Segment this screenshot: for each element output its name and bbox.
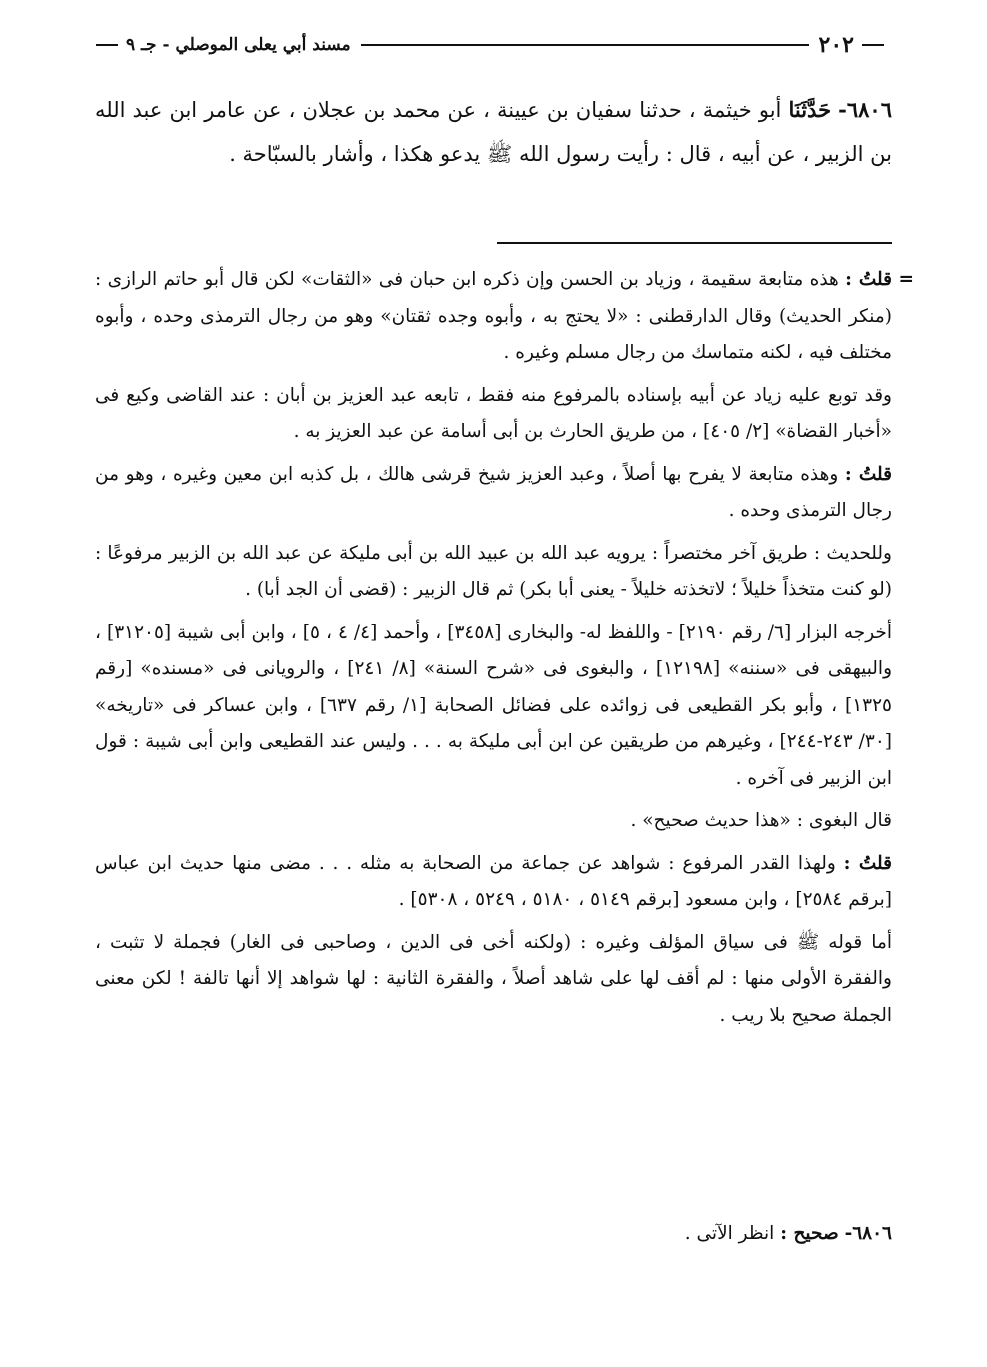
running-title: مسند أبي يعلى الموصلي - جـ ٩ [126, 35, 351, 55]
note-paragraph [95, 925, 892, 1035]
grading-line [95, 1216, 892, 1252]
hadith-text [95, 88, 892, 176]
header-rule [361, 44, 809, 46]
note-text: وقد توبع عليه زياد عن أبيه بإسناده بالمرفوع منه فقط ، تابعه عبد العزيز بن أبان : عند القاضى وكيع فى «أخبار القضاة» [٢/ ٤٠٥] ، من طريق الحارث بن أبى أسامة عن عبد العزيز به . [95, 384, 892, 442]
note-text: وهذه متابعة لا يفرح بها أصلاً ، وعبد العزيز شيخ قرشى هالك ، بل كذبه ابن معين وغيره ، وهو من رجال الترمذى وحده . [95, 463, 892, 521]
note-lead: قلتُ : [843, 852, 892, 874]
note-paragraph [95, 262, 914, 372]
note-paragraph [95, 846, 892, 919]
footer-grade: صحيح : [780, 1223, 839, 1244]
page-header [88, 30, 892, 60]
note-text: أخرجه البزار [٦/ رقم ٢١٩٠] - واللفظ له- والبخارى [٣٤٥٨] ، وأحمد [٤/ ٤ ، ٥] ، وابن أبى شيبة [٣١٢٠٥] ، والبيهقى فى «سننه» [١٢١٩٨] ، والبغوى فى «شرح السنة» [٨/ ٢٤١] ، والرويانى فى «مسنده» [رقم ١٣٢٥] ، وأبو بكر القطيعى فى زوائده على فضائل الصحابة [١/ رقم ٦٣٧] ، وابن عساكر فى «تاريخه» [٣٠/ ٢٤٣-٢٤٤] ، وغيرهم من طريقين عن ابن أبى مليكة به . . . وليس عند القطيعى وابن أبى شيبة : قول ابن الزبير فى آخره . [95, 621, 892, 789]
note-text: وللحديث : طريق آخر مختصراً : يرويه عبد الله بن عبيد الله بن أبى مليكة عن عبد الله بن الزبير مرفوعًا : (لو كنت متخذاً خليلاً ؛ لاتخذته خليلاً - يعنى أبا بكر) ثم قال الزبير : (قضى أن الجد أبا) . [95, 542, 892, 600]
note-paragraph [95, 803, 892, 840]
note-text: هذه متابعة سقيمة ، وزياد بن الحسن وإن ذكره ابن حبان فى «الثقات» لكن قال أبو حاتم الرازى : (منكر الحديث) وقال الدارقطنى : «لا يحتج به ، وأبوه وجده ثقتان» وهو من رجال الترمذى وحده ، وأبوه مختلف فيه ، لكنه متماسك من رجال مسلم وغيره . [95, 269, 892, 363]
commentary [95, 262, 914, 1040]
note-lead: قلتُ : [844, 463, 892, 485]
hadith-body: أبو خيثمة ، حدثنا سفيان بن عيينة ، عن محمد بن عجلان ، عن عامر ابن عبد الله بن الزبير ، عن أبيه ، قال : رأيت رسول الله ﷺ يدعو هكذا ، وأشار بالسبّاحة . [95, 98, 892, 166]
footnote-separator [497, 242, 892, 244]
note-text: ولهذا القدر المرفوع : شواهد عن جماعة من الصحابة به مثله . . . مضى منها حديث ابن عباس [برقم ٢٥٨٤] ، وابن مسعود [برقم ٥١٤٩ ، ٥١٨٠ ، ٥٢٤٩ ، ٥٣٠٨] . [95, 852, 892, 910]
continuation-mark: = [898, 269, 914, 290]
note-paragraph [95, 378, 892, 451]
note-lead: قلتُ : [845, 269, 892, 290]
header-dash-right [862, 44, 884, 46]
header-dash-left [96, 44, 118, 46]
hadith-number: ٦٨٠٦- [838, 97, 892, 122]
note-text: أما قوله ﷺ فى سياق المؤلف وغيره : (ولكنه أخى فى الدين ، وصاحبى فى الغار) فجملة لا تثبت ، والفقرة الأولى منها : لم أقف لها على شاهد أصلاً ، والفقرة الثانية : لها شواهد إلا أنها تالفة ! لكن معنى الجملة صحيح بلا ريب . [95, 931, 892, 1026]
hadith-opening: حَدَّثَنَا [788, 97, 832, 122]
note-paragraph [95, 615, 892, 798]
page-number: ٢٠٢ [818, 32, 854, 58]
note-text: قال البغوى : «هذا حديث صحيح» . [630, 810, 892, 831]
footer-text: انظر الآتى . [684, 1223, 775, 1244]
note-paragraph [95, 457, 892, 530]
footer-number: ٦٨٠٦- [844, 1223, 892, 1244]
note-paragraph [95, 536, 892, 609]
